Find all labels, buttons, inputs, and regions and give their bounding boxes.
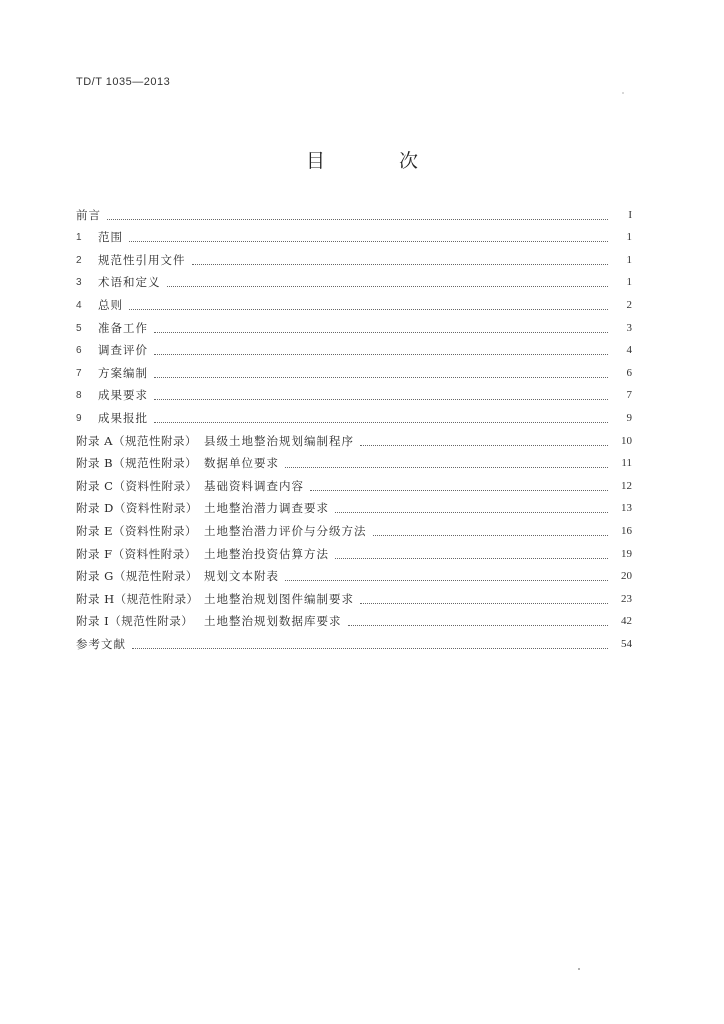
toc-entry-label: 土地整治规划数据库要求 — [204, 614, 342, 629]
toc-entry-label: 总则 — [98, 297, 123, 312]
toc-entry[interactable] — [76, 629, 632, 652]
toc-page-number: 42 — [621, 615, 632, 628]
toc-leader-dots — [360, 603, 608, 604]
toc-entry[interactable] — [76, 607, 632, 630]
toc-entry-label: 规范性引用文件 — [98, 252, 186, 267]
toc-entry[interactable] — [76, 494, 632, 517]
toc-page-number: 9 — [626, 411, 632, 424]
toc-page-number: 20 — [621, 570, 632, 583]
toc-entry-label: 前言 — [76, 207, 101, 222]
toc-leader-dots — [107, 219, 608, 220]
toc-entry-label: 土地整治潜力评价与分级方法 — [204, 523, 367, 538]
toc-entry-number: 1 — [76, 232, 82, 244]
toc-entry-label: 数据单位要求 — [204, 456, 279, 471]
toc-entry[interactable] — [76, 223, 632, 246]
toc-page-number: 6 — [626, 366, 632, 379]
toc-page-number: 11 — [621, 457, 632, 470]
toc-leader-dots — [310, 490, 608, 491]
table-of-contents — [76, 200, 632, 652]
toc-appendix-designation: 附录 C（资料性附录） — [76, 478, 198, 493]
toc-entry-number: 5 — [76, 322, 82, 334]
toc-leader-dots — [129, 241, 608, 242]
toc-page-number: 1 — [626, 276, 632, 289]
toc-entry[interactable] — [76, 539, 632, 562]
toc-page-number: 23 — [621, 592, 632, 605]
toc-entry-number: 6 — [76, 345, 82, 357]
toc-page-number: 16 — [621, 524, 632, 537]
toc-entry-label: 范围 — [98, 230, 123, 245]
toc-page-number: 54 — [621, 637, 632, 650]
toc-appendix-designation: 附录 F（资料性附录） — [76, 546, 197, 561]
toc-leader-dots — [132, 648, 608, 649]
toc-entry-label: 方案编制 — [98, 365, 148, 380]
toc-entry[interactable] — [76, 584, 632, 607]
toc-entry[interactable] — [76, 426, 632, 449]
toc-leader-dots — [129, 309, 608, 310]
toc-page-number: 19 — [621, 547, 632, 560]
toc-entry-label: 土地整治规划图件编制要求 — [204, 591, 354, 606]
toc-entry-label: 土地整治潜力调查要求 — [204, 501, 329, 516]
toc-leader-dots — [154, 332, 608, 333]
toc-entry-label: 基础资料调查内容 — [204, 478, 304, 493]
toc-page-number: 2 — [626, 298, 632, 311]
toc-entry[interactable] — [76, 516, 632, 539]
toc-entry-label: 成果报批 — [98, 410, 148, 425]
toc-appendix-designation: 附录 A（规范性附录） — [76, 433, 197, 448]
toc-appendix-designation: 附录 E（资料性附录） — [76, 523, 198, 538]
toc-entry-label: 参考文献 — [76, 636, 126, 651]
toc-page-number: 10 — [621, 434, 632, 447]
toc-entry-label: 调查评价 — [98, 343, 148, 358]
toc-leader-dots — [335, 512, 608, 513]
toc-page-number: 1 — [626, 231, 632, 244]
toc-entry[interactable] — [76, 313, 632, 336]
toc-entry[interactable] — [76, 336, 632, 359]
page-title: 目 次 — [305, 150, 453, 172]
toc-leader-dots — [192, 264, 609, 265]
toc-entry-label: 成果要求 — [98, 388, 148, 403]
toc-entry[interactable] — [76, 358, 632, 381]
toc-leader-dots — [154, 377, 608, 378]
toc-leader-dots — [335, 558, 608, 559]
toc-entry[interactable] — [76, 245, 632, 268]
toc-entry[interactable] — [76, 381, 632, 404]
toc-entry-label: 土地整治投资估算方法 — [204, 546, 329, 561]
toc-leader-dots — [285, 467, 608, 468]
toc-appendix-designation: 附录 H（规范性附录） — [76, 591, 199, 606]
toc-entry-label: 术语和定义 — [98, 275, 161, 290]
toc-entry-number: 3 — [76, 277, 82, 289]
toc-leader-dots — [154, 422, 608, 423]
toc-entry-number: 7 — [76, 367, 82, 379]
toc-entry[interactable] — [76, 200, 632, 223]
toc-page-number: 3 — [626, 321, 632, 334]
toc-entry[interactable] — [76, 562, 632, 585]
toc-leader-dots — [285, 580, 608, 581]
toc-leader-dots — [167, 286, 609, 287]
toc-page-number: 13 — [621, 502, 632, 515]
toc-appendix-designation: 附录 B（规范性附录） — [76, 456, 198, 471]
toc-entry[interactable] — [76, 268, 632, 291]
toc-entry[interactable] — [76, 403, 632, 426]
toc-entry-number: 9 — [76, 412, 82, 424]
toc-entry-number: 2 — [76, 254, 82, 266]
toc-page-number: 4 — [626, 344, 632, 357]
toc-entry-number: 8 — [76, 390, 82, 402]
toc-leader-dots — [154, 399, 608, 400]
toc-page-number: 7 — [626, 389, 632, 402]
toc-entry-number: 4 — [76, 299, 82, 311]
toc-appendix-designation: 附录 G（规范性附录） — [76, 569, 198, 584]
toc-entry-label: 县级土地整治规划编制程序 — [204, 433, 354, 448]
toc-page-number: I — [628, 208, 632, 221]
toc-entry[interactable] — [76, 290, 632, 313]
toc-appendix-designation: 附录 I（规范性附录） — [76, 614, 194, 629]
standard-number: TD/T 1035—2013 — [76, 76, 171, 88]
toc-leader-dots — [154, 354, 608, 355]
toc-appendix-designation: 附录 D（资料性附录） — [76, 501, 198, 516]
toc-leader-dots — [348, 625, 609, 626]
scan-speck — [622, 92, 624, 94]
toc-leader-dots — [373, 535, 609, 536]
toc-page-number: 12 — [621, 479, 632, 492]
toc-entry[interactable] — [76, 449, 632, 472]
toc-page-number: 1 — [626, 253, 632, 266]
scan-speck — [578, 968, 580, 970]
toc-entry-label: 规划文本附表 — [204, 569, 279, 584]
toc-leader-dots — [360, 445, 608, 446]
toc-entry[interactable] — [76, 471, 632, 494]
toc-entry-label: 准备工作 — [98, 320, 148, 335]
